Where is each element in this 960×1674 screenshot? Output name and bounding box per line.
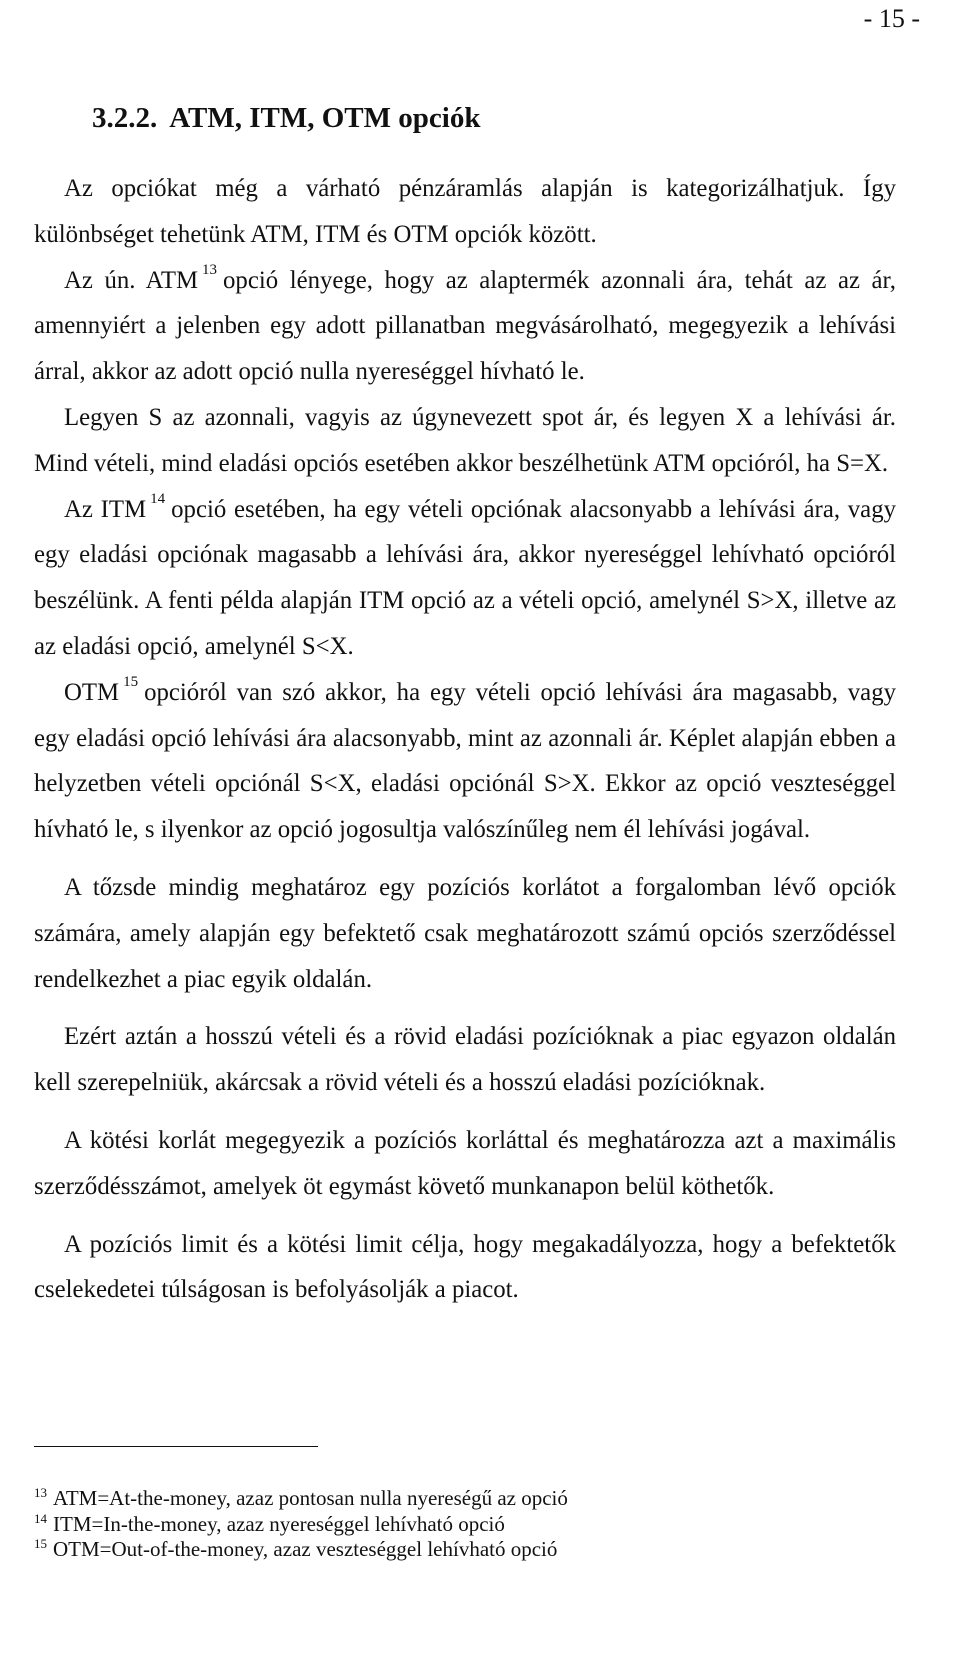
paragraph-4-text: opció esetében, ha egy vételi opciónak alacsonyabb a lehívási ára, vagy egy eladási opciónak magasabb a lehívási ára, akkor nyereséggel lehívható opcióról beszélünk. A fenti példa alapján ITM opció az a vételi opció, amelynél S>X, illetve az az eladási opció, amelynél S<X.	[34, 495, 896, 660]
paragraph-9: A pozíciós limit és a kötési limit célja, hogy megakadályozza, hogy a befektetők cselekedetei túlságosan is befolyásolják a piacot.	[34, 1230, 896, 1304]
paragraph-2-lead: Az ún. ATM	[64, 266, 199, 294]
section-number: 3.2.2.	[92, 102, 158, 134]
footnote-ref-14: 14	[150, 490, 166, 507]
page-number: - 15 -	[863, 4, 920, 33]
footnote-number: 13	[34, 1485, 47, 1500]
paragraph-4-lead: Az ITM	[64, 495, 147, 523]
paragraph-7: Ezért aztán a hosszú vételi és a rövid eladási pozícióknak a piac egyazon oldalán kell szerepelniük, akárcsak a rövid vételi és a hosszú eladási pozícióknak.	[34, 1023, 896, 1097]
paragraph-5	[34, 670, 896, 853]
footnote-text: ITM=In-the-money, azaz nyereséggel lehívható opció	[53, 1511, 505, 1536]
footnote-13	[34, 1486, 568, 1512]
paragraph-4	[34, 487, 896, 670]
footnotes	[34, 1486, 568, 1563]
paragraph-1: Az opciókat még a várható pénzáramlás alapján is kategorizálhatjuk. Így különbséget tehetünk ATM, ITM és OTM opciók között.	[34, 175, 896, 248]
section-title: ATM, ITM, OTM opciók	[169, 102, 481, 134]
paragraph-5-lead: OTM	[64, 678, 120, 706]
section-heading	[92, 102, 480, 135]
body-text	[34, 166, 896, 1313]
footnote-number: 14	[34, 1510, 47, 1526]
paragraph-5-text: opcióról van szó akkor, ha egy vételi opció lehívási ára magasabb, vagy egy eladási opció lehívási ára alacsonyabb, mint az azonnali ár. Képlet alapján ebben a helyzetben vételi opciónál S<X, eladási opciónál S>X. Ekkor az opció veszteséggel hívható le, s ilyenkor az opció jogosultja valószínűleg nem él lehívási jogával.	[34, 678, 896, 844]
footnote-ref-15: 15	[123, 673, 139, 690]
paragraph-6: A tőzsde mindig meghatároz egy pozíciós korlátot a forgalomban lévő opciók számára, amely alapján egy befektető csak meghatározott számú opciós szerződéssel rendelkezhet a piac egyik oldalán.	[34, 873, 896, 993]
footnote-separator	[34, 1446, 318, 1447]
footnote-number: 15	[34, 1536, 47, 1551]
footnote-text: ATM=At-the-money, azaz pontosan nulla nyereségű az opció	[53, 1486, 568, 1510]
footnote-15	[34, 1537, 568, 1563]
paragraph-3: Legyen S az azonnali, vagyis az úgynevezett spot ár, és legyen X a lehívási ár. Mind vételi, mind eladási opciós esetében akkor beszélhetünk ATM opcióról, ha S=X.	[34, 403, 896, 477]
paragraph-2	[34, 258, 896, 395]
footnote-ref-13: 13	[202, 261, 218, 278]
footnote-14	[34, 1512, 568, 1538]
footnote-text: OTM=Out-of-the-money, azaz veszteséggel lehívható opció	[53, 1537, 558, 1561]
paragraph-2-text: opció lényege, hogy az alaptermék azonnali ára, tehát az az ár, amennyiért a jelenben egy adott pillanatban megvásárolható, megegyezik a lehívási árral, akkor az adott opció nulla nyereséggel hívható le.	[34, 266, 896, 386]
paragraph-8: A kötési korlát megegyezik a pozíciós korláttal és meghatározza azt a maximális szerződésszámot, amelyek öt egymást követő munkanapon belül köthetők.	[34, 1126, 896, 1200]
